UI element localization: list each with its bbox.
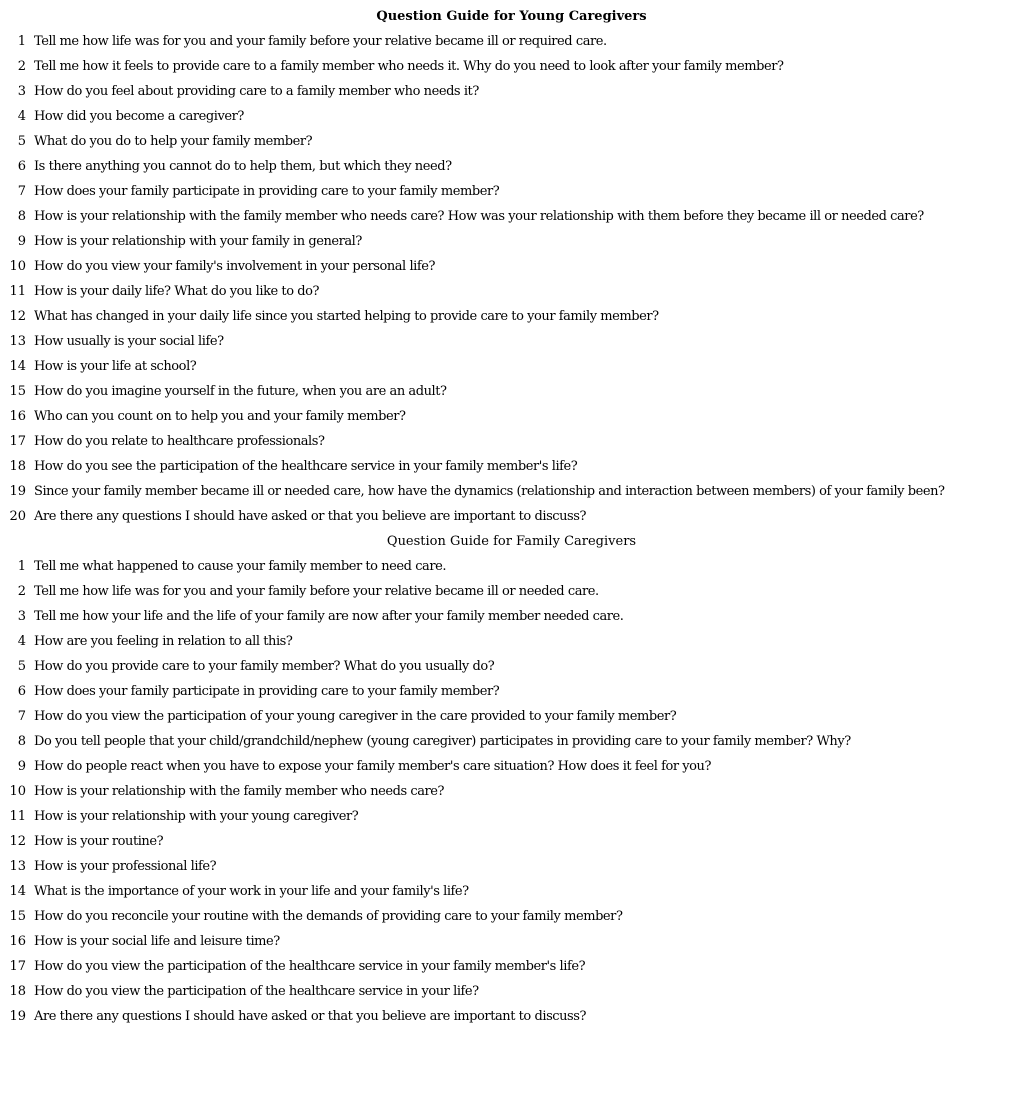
question-text: Who can you count on to help you and your family member? xyxy=(34,409,406,424)
question-number: 2 xyxy=(17,59,26,74)
question-text: How usually is your social life? xyxy=(34,334,224,349)
question-text: Since your family member became ill or needed care, how have the dynamics (relationship and interaction between members) of your family been? xyxy=(34,484,945,499)
question-number: 13 xyxy=(9,859,26,874)
question-row xyxy=(0,779,1023,804)
question-row xyxy=(0,879,1023,904)
question-row xyxy=(0,154,1023,179)
question-number: 12 xyxy=(9,834,26,849)
question-row xyxy=(0,429,1023,454)
question-number: 15 xyxy=(9,909,26,924)
question-text: What do you do to help your family member? xyxy=(34,134,313,149)
question-text: How did you become a caregiver? xyxy=(34,109,244,124)
question-number: 20 xyxy=(9,509,26,524)
question-number: 4 xyxy=(17,109,26,124)
question-row xyxy=(0,454,1023,479)
question-number: 8 xyxy=(17,734,26,749)
question-text: How is your professional life? xyxy=(34,859,217,874)
question-row xyxy=(0,829,1023,854)
question-text: Tell me how it feels to provide care to a family member who needs it. Why do you need to look after your family member? xyxy=(34,59,784,74)
question-row xyxy=(0,304,1023,329)
question-row xyxy=(0,904,1023,929)
question-text: Tell me how life was for you and your family before your relative became ill or required care. xyxy=(34,34,607,49)
question-guide-document xyxy=(0,4,1023,1029)
question-row xyxy=(0,629,1023,654)
question-row xyxy=(0,404,1023,429)
question-row xyxy=(0,1004,1023,1029)
question-text: How is your daily life? What do you like to do? xyxy=(34,284,320,299)
young-caregivers-title: Question Guide for Young Caregivers xyxy=(376,9,647,24)
question-text: Are there any questions I should have asked or that you believe are important to discuss? xyxy=(34,1009,587,1024)
question-number: 9 xyxy=(17,759,26,774)
question-text: How do people react when you have to expose your family member's care situation? How does it feel for you? xyxy=(34,759,711,774)
question-number: 8 xyxy=(17,209,26,224)
question-number: 14 xyxy=(9,359,26,374)
question-row xyxy=(0,229,1023,254)
question-row xyxy=(0,354,1023,379)
family-caregivers-title: Question Guide for Family Caregivers xyxy=(386,534,637,549)
question-row xyxy=(0,754,1023,779)
question-text: Is there anything you cannot do to help them, but which they need? xyxy=(34,159,452,174)
question-number: 1 xyxy=(17,34,26,49)
question-text: How do you view the participation of your young caregiver in the care provided to your family member? xyxy=(34,709,677,724)
question-text: How does your family participate in providing care to your family member? xyxy=(34,684,500,699)
question-text: What has changed in your daily life since you started helping to provide care to your family member? xyxy=(34,309,659,324)
question-row xyxy=(0,554,1023,579)
family-caregivers-question-list xyxy=(0,554,1023,1029)
question-text: Do you tell people that your child/grandchild/nephew (young caregiver) participates in providing care to your family member? Why? xyxy=(34,734,851,749)
question-number: 16 xyxy=(9,934,26,949)
question-row xyxy=(0,679,1023,704)
question-text: How is your social life and leisure time? xyxy=(34,934,280,949)
question-text: How is your relationship with the family member who needs care? xyxy=(34,784,445,799)
question-number: 9 xyxy=(17,234,26,249)
question-number: 14 xyxy=(9,884,26,899)
question-text: How are you feeling in relation to all this? xyxy=(34,634,293,649)
question-row xyxy=(0,129,1023,154)
question-number: 18 xyxy=(9,984,26,999)
question-text: Are there any questions I should have asked or that you believe are important to discuss? xyxy=(34,509,587,524)
question-text: How is your relationship with your young caregiver? xyxy=(34,809,359,824)
question-text: How do you relate to healthcare professionals? xyxy=(34,434,325,449)
question-number: 11 xyxy=(9,809,26,824)
question-number: 18 xyxy=(9,459,26,474)
question-row xyxy=(0,279,1023,304)
question-number: 10 xyxy=(9,259,26,274)
question-number: 13 xyxy=(9,334,26,349)
question-text: How do you view the participation of the healthcare service in your life? xyxy=(34,984,479,999)
question-text: How do you feel about providing care to a family member who needs it? xyxy=(34,84,479,99)
question-text: How do you see the participation of the healthcare service in your family member's life? xyxy=(34,459,578,474)
question-row xyxy=(0,854,1023,879)
question-text: How do you view your family's involvement in your personal life? xyxy=(34,259,435,274)
question-number: 7 xyxy=(17,709,26,724)
question-number: 6 xyxy=(17,684,26,699)
question-number: 2 xyxy=(17,584,26,599)
question-row xyxy=(0,954,1023,979)
question-row xyxy=(0,329,1023,354)
question-text: How is your relationship with the family member who needs care? How was your relationship with them before they became ill or needed care? xyxy=(34,209,924,224)
question-number: 19 xyxy=(9,1009,26,1024)
question-row xyxy=(0,104,1023,129)
question-text: How is your relationship with your family in general? xyxy=(34,234,362,249)
question-number: 12 xyxy=(9,309,26,324)
question-number: 19 xyxy=(9,484,26,499)
question-number: 17 xyxy=(9,434,26,449)
question-number: 5 xyxy=(17,659,26,674)
question-number: 5 xyxy=(17,134,26,149)
question-number: 7 xyxy=(17,184,26,199)
question-text: How do you reconcile your routine with the demands of providing care to your family member? xyxy=(34,909,623,924)
question-row xyxy=(0,804,1023,829)
question-number: 11 xyxy=(9,284,26,299)
question-text: Tell me how life was for you and your family before your relative became ill or needed care. xyxy=(34,584,599,599)
question-row xyxy=(0,504,1023,529)
question-row xyxy=(0,379,1023,404)
question-row xyxy=(0,254,1023,279)
question-row xyxy=(0,704,1023,729)
question-row xyxy=(0,654,1023,679)
question-row xyxy=(0,79,1023,104)
question-number: 3 xyxy=(17,609,26,624)
question-text: Tell me how your life and the life of your family are now after your family member needed care. xyxy=(34,609,624,624)
question-row xyxy=(0,204,1023,229)
question-row xyxy=(0,479,1023,504)
young-caregivers-question-list xyxy=(0,29,1023,529)
question-row xyxy=(0,579,1023,604)
question-number: 16 xyxy=(9,409,26,424)
question-row xyxy=(0,54,1023,79)
question-text: How do you imagine yourself in the future, when you are an adult? xyxy=(34,384,447,399)
question-text: How do you view the participation of the healthcare service in your family member's life? xyxy=(34,959,586,974)
question-row xyxy=(0,979,1023,1004)
question-number: 10 xyxy=(9,784,26,799)
question-number: 1 xyxy=(17,559,26,574)
question-text: Tell me what happened to cause your family member to need care. xyxy=(34,559,447,574)
question-row xyxy=(0,729,1023,754)
question-row xyxy=(0,929,1023,954)
question-text: How is your life at school? xyxy=(34,359,197,374)
question-text: How does your family participate in providing care to your family member? xyxy=(34,184,500,199)
question-row xyxy=(0,179,1023,204)
question-row xyxy=(0,604,1023,629)
question-number: 3 xyxy=(17,84,26,99)
question-text: How is your routine? xyxy=(34,834,164,849)
question-text: What is the importance of your work in your life and your family's life? xyxy=(34,884,469,899)
question-number: 15 xyxy=(9,384,26,399)
question-row xyxy=(0,29,1023,54)
question-text: How do you provide care to your family member? What do you usually do? xyxy=(34,659,495,674)
question-number: 6 xyxy=(17,159,26,174)
question-number: 17 xyxy=(9,959,26,974)
question-number: 4 xyxy=(17,634,26,649)
